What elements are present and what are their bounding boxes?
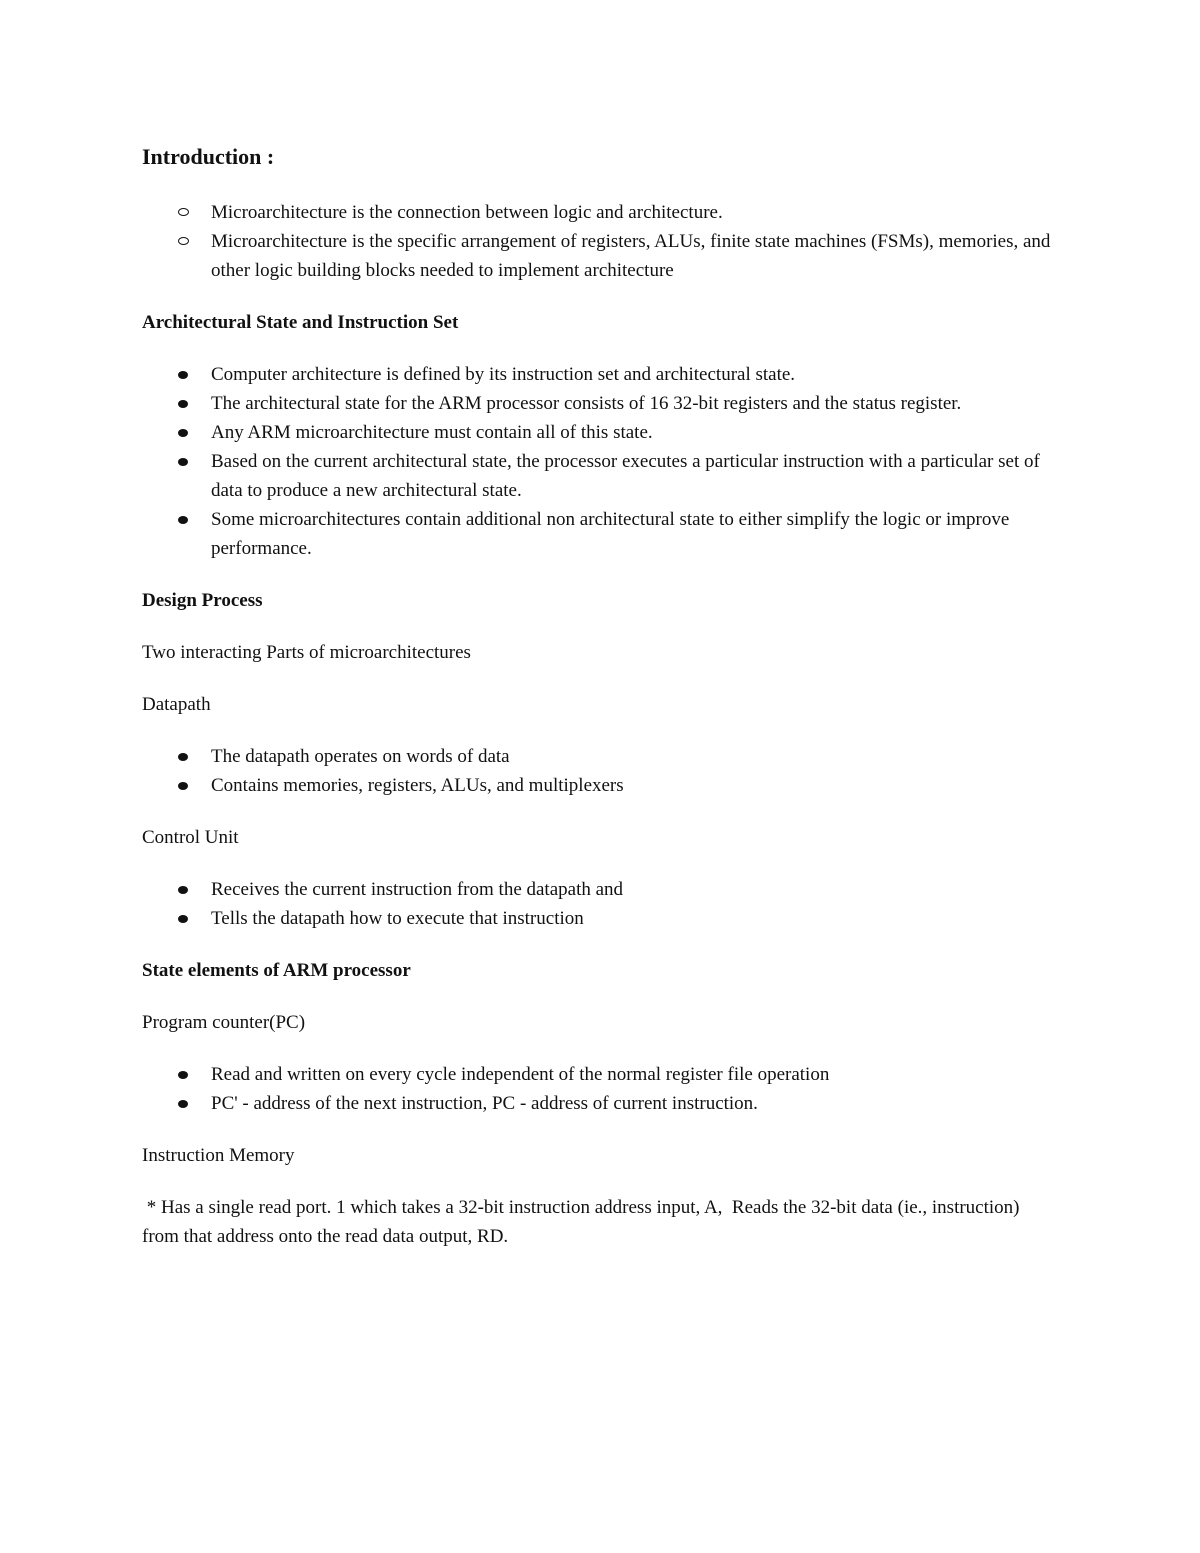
- list-item: PC' - address of the next instruction, PC - address of current instruction.: [142, 1089, 1052, 1118]
- control-unit-label: Control Unit: [142, 827, 239, 848]
- bullet-icon: [178, 886, 188, 894]
- list-item: Some microarchitectures contain additional non architectural state to either simplify the logic or improve performance.: [142, 505, 1052, 563]
- bullet-icon: [178, 915, 188, 923]
- list-item: Tells the datapath how to execute that instruction: [142, 904, 1052, 933]
- instruction-memory-text: * Has a single read port. 1 which takes a 32-bit instruction address input, A, Reads the 32-bit data (ie., instruction) from that address onto the read data output, RD.: [142, 1197, 1025, 1247]
- section-title-introduction: Introduction :: [142, 144, 275, 169]
- datapath-label: Datapath: [142, 694, 211, 715]
- datapath-list: [142, 742, 1052, 800]
- list-item: Based on the current architectural state, the processor executes a particular instruction with a particular set of data to produce a new architectural state.: [142, 447, 1052, 505]
- heading-design-process: Design Process: [142, 590, 263, 611]
- instruction-memory-label: Instruction Memory: [142, 1145, 295, 1166]
- heading-state-elements: State elements of ARM processor: [142, 960, 411, 981]
- control-unit-list: [142, 875, 1052, 933]
- bullet-icon: [178, 458, 188, 466]
- program-counter-list: [142, 1060, 1052, 1118]
- bullet-icon: [178, 1100, 188, 1108]
- list-item: Read and written on every cycle independent of the normal register file operation: [142, 1060, 1052, 1089]
- list-item: Receives the current instruction from the datapath and: [142, 875, 1052, 904]
- heading-architectural-state: Architectural State and Instruction Set: [142, 312, 459, 333]
- bullet-icon: [178, 429, 188, 437]
- bullet-icon: [178, 782, 188, 790]
- design-intro-text: Two interacting Parts of microarchitectures: [142, 642, 471, 663]
- program-counter-label: Program counter(PC): [142, 1012, 306, 1033]
- list-item: Computer architecture is defined by its instruction set and architectural state.: [142, 360, 1052, 389]
- hollow-bullet-icon: [178, 208, 189, 216]
- bullet-icon: [178, 1071, 188, 1079]
- hollow-bullet-icon: [178, 237, 189, 245]
- list-item: Contains memories, registers, ALUs, and multiplexers: [142, 771, 1052, 800]
- list-item: The architectural state for the ARM processor consists of 16 32-bit registers and the status register.: [142, 389, 1052, 418]
- bullet-icon: [178, 371, 188, 379]
- list-item: Any ARM microarchitecture must contain all of this state.: [142, 418, 1052, 447]
- architectural-state-list: [142, 360, 1052, 563]
- bullet-icon: [178, 516, 188, 524]
- intro-list: [142, 198, 1052, 285]
- list-item: The datapath operates on words of data: [142, 742, 1052, 771]
- list-item: Microarchitecture is the specific arrangement of registers, ALUs, finite state machines (FSMs), memories, and other logic building blocks needed to implement architecture: [142, 227, 1052, 285]
- document-content: [142, 142, 1052, 1251]
- list-item: Microarchitecture is the connection between logic and architecture.: [142, 198, 1052, 227]
- bullet-icon: [178, 400, 188, 408]
- bullet-icon: [178, 753, 188, 761]
